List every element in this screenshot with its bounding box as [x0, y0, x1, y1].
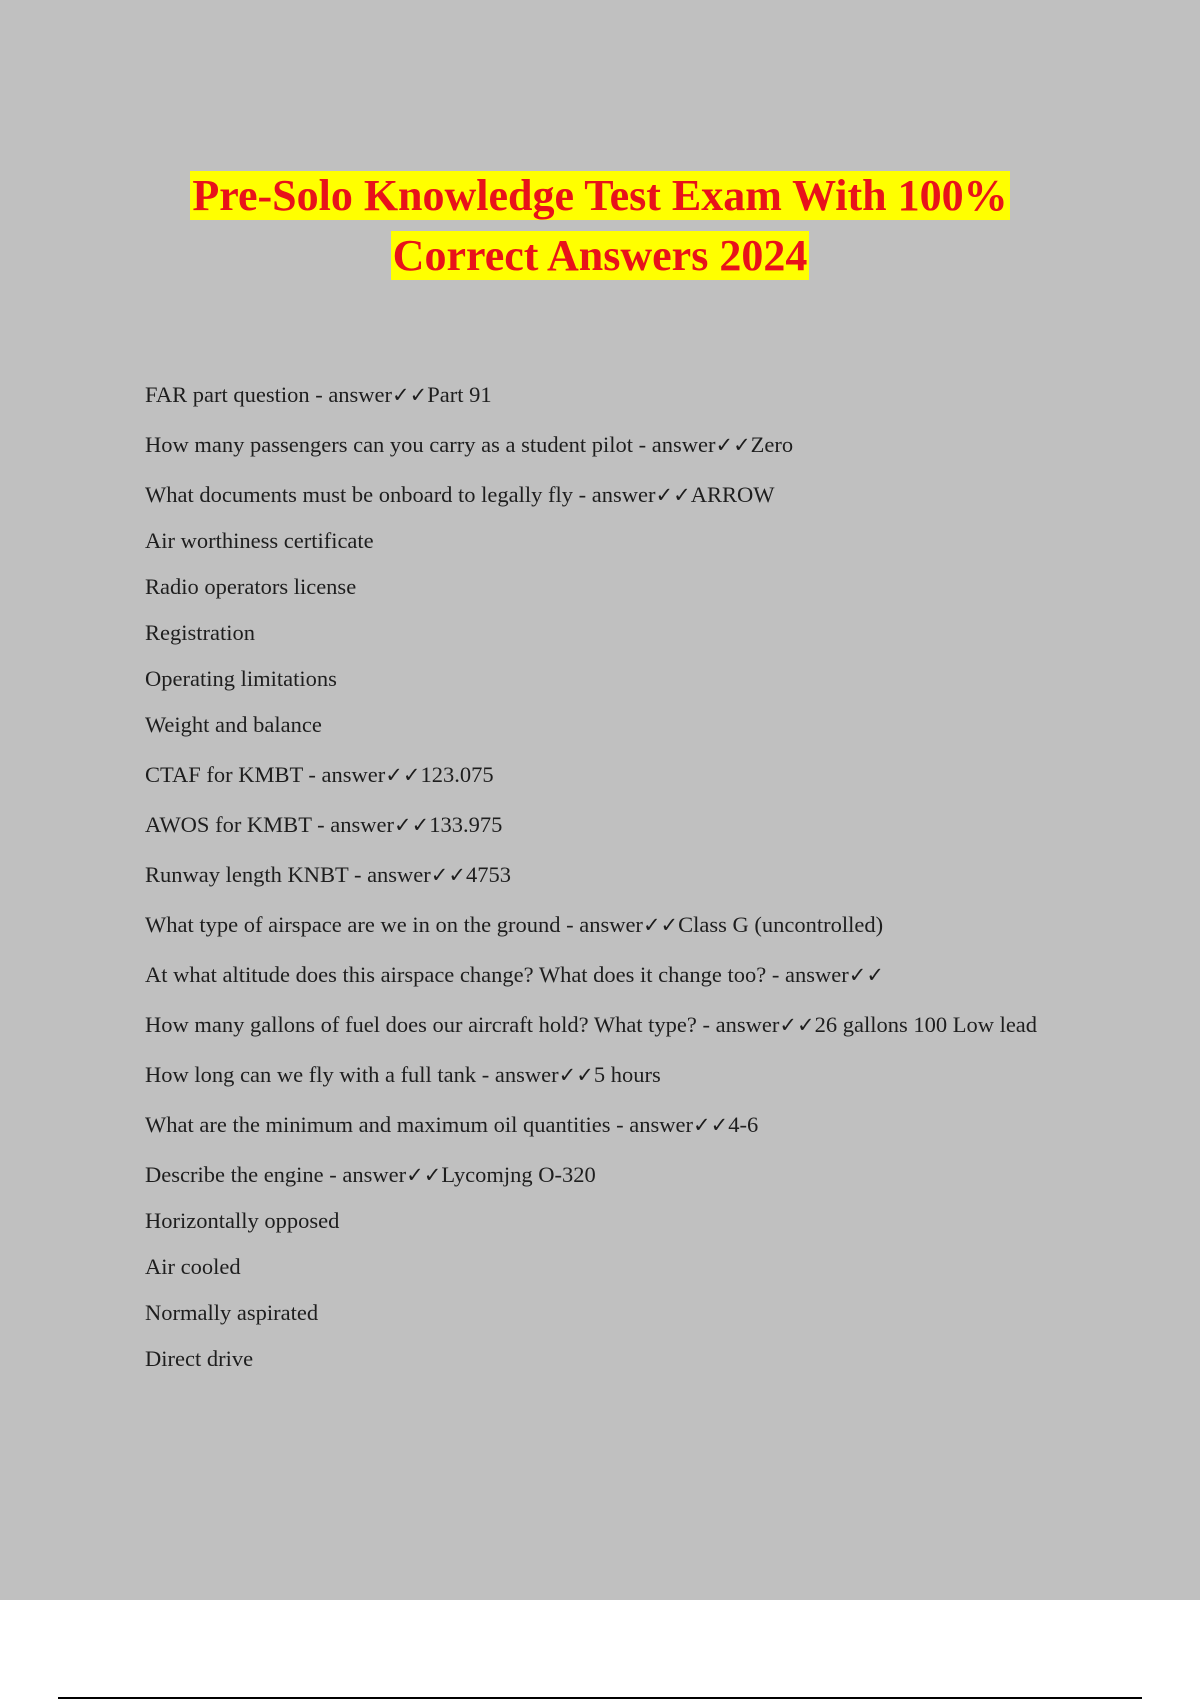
- qa-item: What documents must be onboard to legally fly - answer✓✓ARROW: [145, 482, 775, 507]
- checkmark-icon: ✓✓: [385, 763, 421, 787]
- qa-item: AWOS for KMBT - answer✓✓133.975: [145, 812, 503, 837]
- checkmark-icon: ✓✓: [394, 813, 430, 837]
- list-item: Registration: [145, 620, 255, 645]
- checkmark-icon: ✓✓: [558, 1063, 594, 1087]
- qa-item: What type of airspace are we in on the ground - answer✓✓Class G (uncontrolled): [145, 912, 884, 937]
- list-item: Normally aspirated: [145, 1300, 319, 1325]
- checkmark-icon: ✓✓: [848, 963, 884, 987]
- title-line-1: Pre-Solo Knowledge Test Exam With 100%: [192, 171, 1008, 220]
- checkmark-icon: ✓✓: [430, 863, 466, 887]
- checkmark-icon: ✓✓: [655, 483, 691, 507]
- checkmark-icon: ✓✓: [392, 383, 428, 407]
- list-item: Air cooled: [145, 1254, 241, 1279]
- checkmark-icon: ✓✓: [642, 913, 679, 937]
- checkmark-icon: ✓✓: [693, 1113, 729, 1137]
- list-item: Operating limitations: [145, 666, 337, 691]
- list-item: Direct drive: [145, 1346, 254, 1371]
- qa-item: CTAF for KMBT - answer✓✓123.075: [145, 762, 494, 787]
- qa-item: FAR part question - answer✓✓Part 91: [145, 382, 492, 407]
- list-item: Weight and balance: [145, 712, 322, 737]
- list-item: Radio operators license: [145, 574, 357, 599]
- qa-item: How many passengers can you carry as a student pilot - answer✓✓Zero: [145, 432, 794, 457]
- qa-list: [145, 380, 1065, 1374]
- qa-item: Runway length KNBT - answer✓✓4753: [145, 862, 511, 887]
- qa-item: Describe the engine - answer✓✓Lycomjng O-320: [145, 1162, 596, 1187]
- qa-item: What are the minimum and maximum oil quantities - answer✓✓4-6: [145, 1112, 759, 1137]
- qa-item: At what altitude does this airspace change? What does it change too? - answer✓✓: [145, 962, 884, 987]
- list-item: Air worthiness certificate: [145, 528, 374, 553]
- list-item: Horizontally opposed: [145, 1208, 340, 1233]
- footer-divider: [58, 1697, 1142, 1699]
- qa-item: How long can we fly with a full tank - answer✓✓5 hours: [145, 1062, 661, 1087]
- qa-item: How many gallons of fuel does our aircraft hold? What type? - answer✓✓26 gallons 100 Low lead: [145, 1012, 1038, 1037]
- document-title: [0, 166, 1200, 286]
- checkmark-icon: ✓✓: [715, 433, 751, 457]
- title-line-2: Correct Answers 2024: [392, 231, 808, 280]
- checkmark-icon: ✓✓: [779, 1013, 815, 1037]
- checkmark-icon: ✓✓: [406, 1163, 442, 1187]
